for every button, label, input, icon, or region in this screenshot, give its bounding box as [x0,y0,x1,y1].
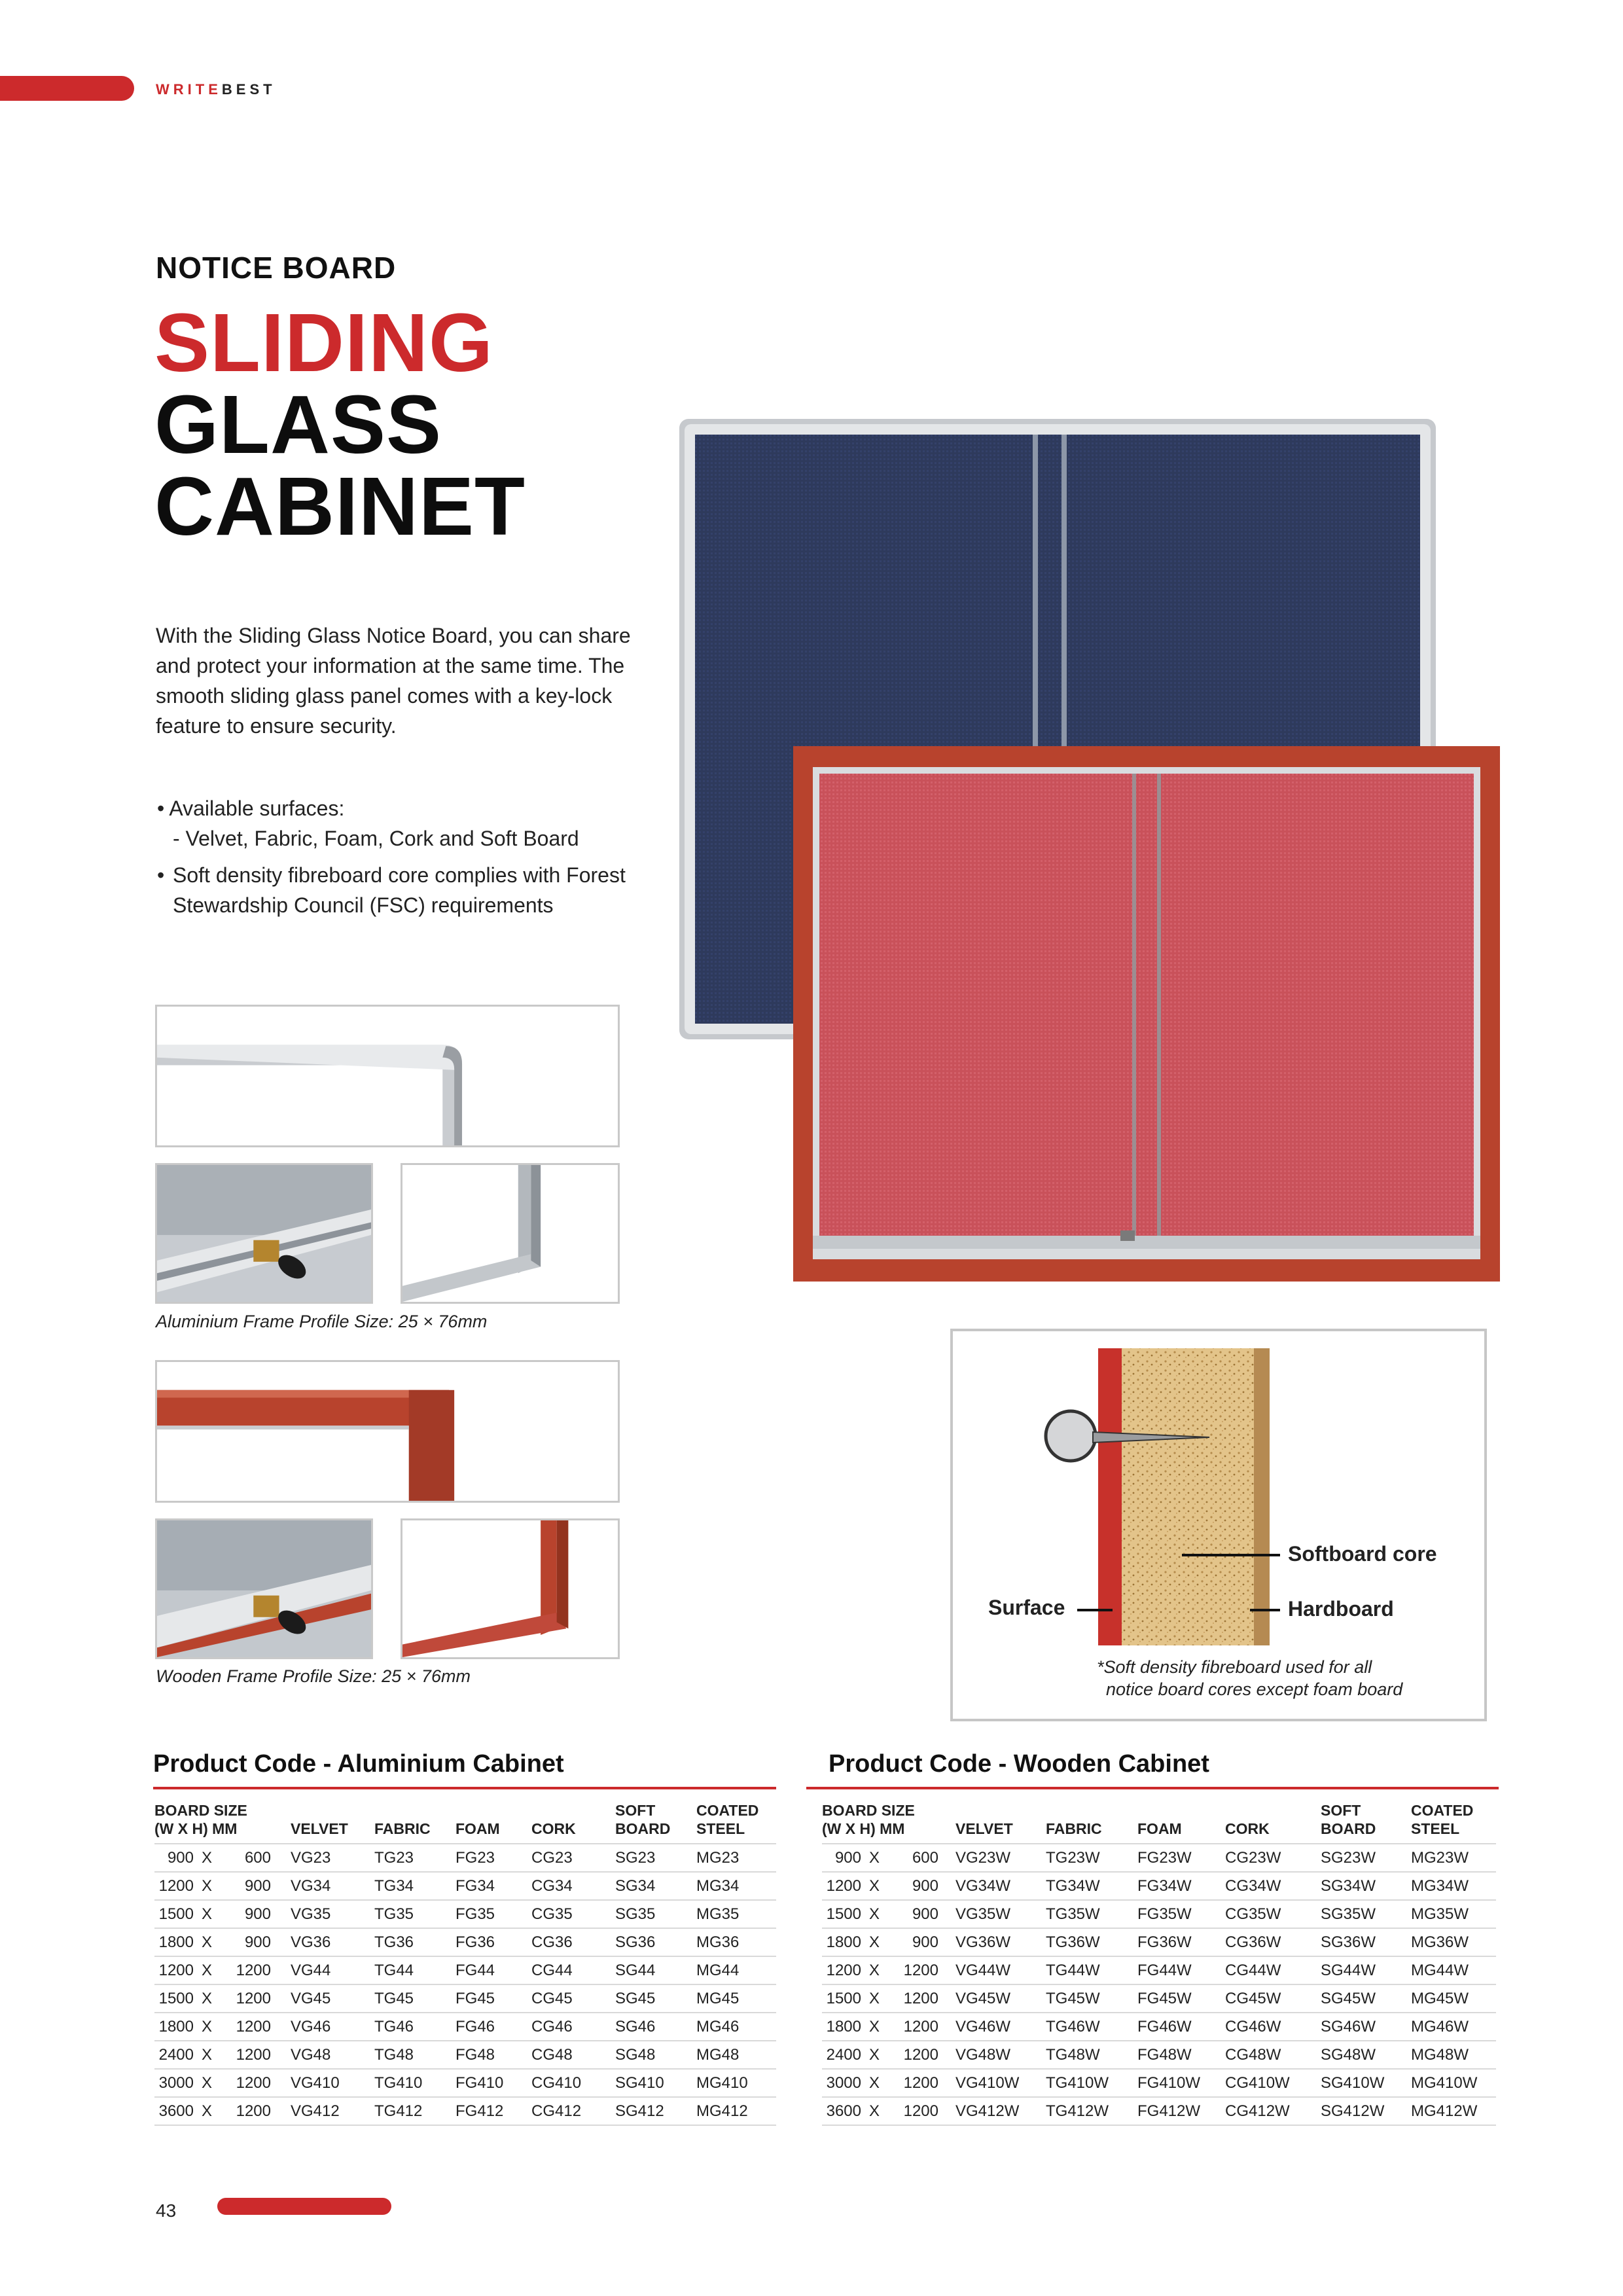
product-code-cell: CG36W [1225,1928,1321,1956]
title-line-3: CABINET [154,460,526,552]
product-code-cell: CG410W [1225,2069,1321,2097]
table-row [154,1984,776,2013]
column-header: FOAM [455,1801,531,1844]
product-code-cell: CG48W [1225,2041,1321,2069]
product-code-cell: TG412 [374,2097,455,2125]
product-code-cell: TG46W [1046,2013,1137,2041]
product-code-cell: SG48 [615,2041,696,2069]
product-code-cell: FG44W [1137,1956,1225,1984]
product-code-cell: VG44 [291,1956,374,1984]
table-row [822,1956,1496,1984]
product-code-cell: SG412 [615,2097,696,2125]
product-code-cell: MG412 [696,2097,776,2125]
label-hardboard: Hardboard [1288,1597,1394,1621]
column-header: VELVET [955,1801,1046,1844]
product-code-cell: FG410 [455,2069,531,2097]
board-size-cell [822,1928,955,1956]
column-header: FABRIC [1046,1801,1137,1844]
product-code-cell: MG45W [1411,1984,1496,2013]
wooden-product-table [822,1801,1496,2126]
board-size-cell [822,2069,955,2097]
product-code-cell: CG412W [1225,2097,1321,2125]
product-description: With the Sliding Glass Notice Board, you can share and protect your information at the same time. The smooth sliding glass panel comes with a key-lock feature to ensure security. [156,624,631,738]
board-size-cell [154,2013,291,2041]
product-code-cell: TG44 [374,1956,455,1984]
bullet-fsc: • Soft density fibreboard core complies with Forest Stewardship Council (FSC) requirements [157,863,626,917]
product-code-cell: CG44W [1225,1956,1321,1984]
product-code-cell: TG410 [374,2069,455,2097]
product-code-cell: FG48W [1137,2041,1225,2069]
product-code-cell: FG44 [455,1956,531,1984]
size-h: 900 [244,1876,271,1895]
table-row [154,1844,776,1872]
product-code-cell: VG44W [955,1956,1046,1984]
wooden-caption: Wooden Frame Profile Size: 25 × 76mm [156,1666,471,1686]
aluminium-edge-image [401,1163,620,1304]
product-code-cell: FG35 [455,1900,531,1928]
size-x: X [868,1961,880,1979]
product-code-cell: SG46W [1321,2013,1411,2041]
product-code-cell: CG46 [531,2013,615,2041]
board-size-cell [154,2069,291,2097]
size-w: 900 [167,1848,194,1867]
product-code-cell: TG35 [374,1900,455,1928]
size-h: 1200 [236,1989,271,2007]
column-header: SOFT BOARD [1321,1801,1411,1844]
product-code-cell: TG36 [374,1928,455,1956]
product-code-cell: SG34W [1321,1872,1411,1900]
product-code-cell: FG412W [1137,2097,1225,2125]
product-code-cell: MG35 [696,1900,776,1928]
table-row [822,1900,1496,1928]
product-code-cell: SG48W [1321,2041,1411,2069]
column-header: COATED STEEL [1411,1801,1496,1844]
product-code-cell: TG48 [374,2041,455,2069]
aluminium-lock-image [155,1163,373,1304]
size-x: X [201,2102,212,2120]
product-code-cell: FG23W [1137,1844,1225,1872]
board-size-cell [154,2041,291,2069]
size-x: X [201,1876,212,1895]
size-x: X [201,1961,212,1979]
product-code-cell: SG23 [615,1844,696,1872]
wooden-cabinet-image [793,746,1500,1282]
table-row [822,2013,1496,2041]
size-h: 900 [912,1933,938,1951]
product-code-cell: MG46 [696,2013,776,2041]
product-code-cell: VG410W [955,2069,1046,2097]
product-code-cell: FG46 [455,2013,531,2041]
product-code-cell: CG23W [1225,1844,1321,1872]
size-h: 900 [244,1905,271,1923]
size-w: 2400 [158,2045,194,2064]
product-code-cell: TG44W [1046,1956,1137,1984]
size-x: X [868,2045,880,2064]
board-size-cell [154,2097,291,2125]
product-code-cell: MG46W [1411,2013,1496,2041]
table-row [822,2069,1496,2097]
size-x: X [868,2073,880,2092]
board-size-cell [822,1844,955,1872]
product-code-cell: MG36 [696,1928,776,1956]
product-code-cell: SG45 [615,1984,696,2013]
product-code-cell: FG34W [1137,1872,1225,1900]
product-code-cell: CG23 [531,1844,615,1872]
product-code-cell: VG46 [291,2013,374,2041]
board-size-cell [822,1900,955,1928]
product-code-cell: SG36 [615,1928,696,1956]
size-w: 900 [834,1848,861,1867]
product-code-cell: VG45W [955,1984,1046,2013]
label-surface: Surface [988,1596,1065,1619]
size-h: 1200 [236,1961,271,1979]
table-row [154,2041,776,2069]
product-code-cell: CG45 [531,1984,615,2013]
size-w: 3000 [826,2073,861,2092]
product-code-cell: TG410W [1046,2069,1137,2097]
table-row [822,1984,1496,2013]
product-code-cell: MG412W [1411,2097,1496,2125]
product-code-cell: FG34 [455,1872,531,1900]
size-w: 1800 [826,2017,861,2036]
size-x: X [868,1848,880,1867]
size-x: X [201,2045,212,2064]
board-construction-diagram [950,1329,1487,1721]
wooden-table-rule [806,1787,1499,1789]
board-size-cell [154,1900,291,1928]
aluminium-table-rule [153,1787,776,1789]
product-code-cell: MG34W [1411,1872,1496,1900]
size-h: 1200 [236,2017,271,2036]
product-code-cell: VG36W [955,1928,1046,1956]
product-code-cell: MG48W [1411,2041,1496,2069]
size-w: 3000 [158,2073,194,2092]
column-header: FABRIC [374,1801,455,1844]
product-code-cell: TG412W [1046,2097,1137,2125]
product-code-cell: SG410W [1321,2069,1411,2097]
product-code-cell: FG23 [455,1844,531,1872]
product-code-cell: SG45W [1321,1984,1411,2013]
column-header: BOARD SIZE (W X H) MM [154,1801,291,1844]
product-code-cell: FG45 [455,1984,531,2013]
footer-accent-bar [217,2198,391,2215]
product-code-cell: FG45W [1137,1984,1225,2013]
product-code-cell: MG34 [696,1872,776,1900]
size-w: 1800 [826,1933,861,1951]
product-code-cell: SG410 [615,2069,696,2097]
table-row [822,1844,1496,1872]
product-code-cell: TG23 [374,1844,455,1872]
size-x: X [201,1933,212,1951]
size-h: 900 [912,1905,938,1923]
product-code-cell: SG34 [615,1872,696,1900]
product-code-cell: FG48 [455,2041,531,2069]
aluminium-caption: Aluminium Frame Profile Size: 25 × 76mm [156,1312,488,1331]
size-h: 1200 [236,2073,271,2092]
table-row [154,1928,776,1956]
size-h: 900 [244,1933,271,1951]
wooden-edge-image [401,1518,620,1659]
size-w: 1800 [158,2017,194,2036]
aluminium-product-table [154,1801,776,2126]
column-header: CORK [531,1801,615,1844]
product-code-cell: VG35 [291,1900,374,1928]
product-code-cell: CG45W [1225,1984,1321,2013]
wooden-lock-image [155,1518,373,1659]
board-size-cell [822,2097,955,2125]
wooden-table-title: Product Code - Wooden Cabinet [829,1750,1209,1778]
table-row [822,1928,1496,1956]
table-row [154,1872,776,1900]
product-code-cell: VG48W [955,2041,1046,2069]
product-code-cell: TG46 [374,2013,455,2041]
table-row [822,2041,1496,2069]
product-code-cell: MG410 [696,2069,776,2097]
board-size-cell [154,1872,291,1900]
size-w: 1200 [826,1876,861,1895]
product-code-cell: VG23 [291,1844,374,1872]
size-x: X [201,1848,212,1867]
product-code-cell: SG36W [1321,1928,1411,1956]
product-code-cell: CG44 [531,1956,615,1984]
product-code-cell: SG23W [1321,1844,1411,1872]
size-w: 2400 [826,2045,861,2064]
product-code-cell: MG48 [696,2041,776,2069]
table-row [154,1956,776,1984]
product-code-cell: CG410 [531,2069,615,2097]
column-header: CORK [1225,1801,1321,1844]
table-row [154,1900,776,1928]
product-code-cell: MG45 [696,1984,776,2013]
table-row [154,2069,776,2097]
column-header: BOARD SIZE (W X H) MM [822,1801,955,1844]
product-code-cell: CG412 [531,2097,615,2125]
product-code-cell: CG46W [1225,2013,1321,2041]
size-h: 1200 [903,2017,938,2036]
product-code-cell: CG35 [531,1900,615,1928]
product-code-cell: VG34 [291,1872,374,1900]
product-code-cell: CG48 [531,2041,615,2069]
column-header: COATED STEEL [696,1801,776,1844]
board-size-cell [154,1956,291,1984]
size-w: 1200 [158,1876,194,1895]
size-w: 3600 [826,2102,861,2120]
product-code-cell: SG35 [615,1900,696,1928]
size-h: 1200 [903,2102,938,2120]
product-code-cell: SG46 [615,2013,696,2041]
board-size-cell [154,1844,291,1872]
product-code-cell: SG412W [1321,2097,1411,2125]
size-w: 1500 [826,1989,861,2007]
brand-logo: WRITEBEST [156,81,276,98]
table-header-row [822,1801,1496,1844]
product-code-cell: SG44 [615,1956,696,1984]
wooden-corner-image [155,1360,620,1503]
table-row [154,2013,776,2041]
size-h: 1200 [903,2073,938,2092]
product-code-cell: CG34W [1225,1872,1321,1900]
size-w: 1200 [158,1961,194,1979]
board-size-cell [822,2013,955,2041]
title-line-1: SLIDING [154,296,494,389]
product-code-cell: TG35W [1046,1900,1137,1928]
size-x: X [868,1876,880,1895]
product-code-cell: FG412 [455,2097,531,2125]
size-h: 1200 [903,1989,938,2007]
product-code-cell: VG412W [955,2097,1046,2125]
product-code-cell: VG34W [955,1872,1046,1900]
aluminium-table-title: Product Code - Aluminium Cabinet [153,1750,564,1778]
size-w: 3600 [158,2102,194,2120]
table-header-row [154,1801,776,1844]
header-accent-bar [0,76,134,101]
size-h: 600 [244,1848,271,1867]
product-code-cell: FG410W [1137,2069,1225,2097]
product-code-cell: MG35W [1411,1900,1496,1928]
bullet-surfaces: • Available surfaces: - Velvet, Fabric, Foam, Cork and Soft Board [157,797,579,850]
size-x: X [201,2017,212,2036]
product-code-cell: VG45 [291,1984,374,2013]
product-code-cell: VG410 [291,2069,374,2097]
board-size-cell [154,1984,291,2013]
product-code-cell: FG36 [455,1928,531,1956]
size-w: 1200 [826,1961,861,1979]
table-row [822,1872,1496,1900]
size-w: 1500 [158,1989,194,2007]
size-h: 1200 [903,1961,938,1979]
diagram-note: *Soft density fibreboard used for all notice board cores except foam board [1097,1657,1403,1699]
category-heading: NOTICE BOARD [156,251,397,285]
size-w: 1800 [158,1933,194,1951]
product-code-cell: TG45 [374,1984,455,2013]
product-code-cell: MG36W [1411,1928,1496,1956]
product-code-cell: MG44 [696,1956,776,1984]
product-code-cell: TG23W [1046,1844,1137,1872]
product-code-cell: FG36W [1137,1928,1225,1956]
product-code-cell: VG23W [955,1844,1046,1872]
product-code-cell: MG44W [1411,1956,1496,1984]
product-code-cell: TG36W [1046,1928,1137,1956]
product-code-cell: FG46W [1137,2013,1225,2041]
product-code-cell: CG34 [531,1872,615,1900]
column-header: VELVET [291,1801,374,1844]
table-row [154,2097,776,2125]
size-w: 1500 [158,1905,194,1923]
size-x: X [201,2073,212,2092]
board-size-cell [822,1956,955,1984]
board-size-cell [822,2041,955,2069]
product-code-cell: SG44W [1321,1956,1411,1984]
size-x: X [868,1933,880,1951]
size-x: X [201,1905,212,1923]
product-code-cell: MG410W [1411,2069,1496,2097]
product-code-cell: CG36 [531,1928,615,1956]
product-code-cell: VG46W [955,2013,1046,2041]
board-size-cell [822,1984,955,2013]
product-code-cell: VG412 [291,2097,374,2125]
title-line-2: GLASS [154,378,442,471]
product-code-cell: TG34W [1046,1872,1137,1900]
product-code-cell: FG35W [1137,1900,1225,1928]
product-code-cell: MG23W [1411,1844,1496,1872]
product-code-cell: MG23 [696,1844,776,1872]
size-x: X [868,2102,880,2120]
size-h: 600 [912,1848,938,1867]
board-size-cell [822,1872,955,1900]
column-header: FOAM [1137,1801,1225,1844]
size-h: 1200 [236,2045,271,2064]
product-code-cell: CG35W [1225,1900,1321,1928]
board-size-cell [154,1928,291,1956]
column-header: SOFT BOARD [615,1801,696,1844]
product-code-cell: VG35W [955,1900,1046,1928]
size-x: X [201,1989,212,2007]
size-h: 1200 [903,2045,938,2064]
table-row [822,2097,1496,2125]
product-code-cell: VG36 [291,1928,374,1956]
product-code-cell: VG48 [291,2041,374,2069]
size-h: 1200 [236,2102,271,2120]
size-x: X [868,1905,880,1923]
size-h: 900 [912,1876,938,1895]
page-number: 43 [156,2200,177,2221]
label-softboard-core: Softboard core [1288,1542,1437,1566]
product-code-cell: TG45W [1046,1984,1137,2013]
size-w: 1500 [826,1905,861,1923]
size-x: X [868,2017,880,2036]
product-code-cell: TG48W [1046,2041,1137,2069]
size-x: X [868,1989,880,2007]
aluminium-corner-image [155,1005,620,1147]
product-code-cell: TG34 [374,1872,455,1900]
product-code-cell: SG35W [1321,1900,1411,1928]
